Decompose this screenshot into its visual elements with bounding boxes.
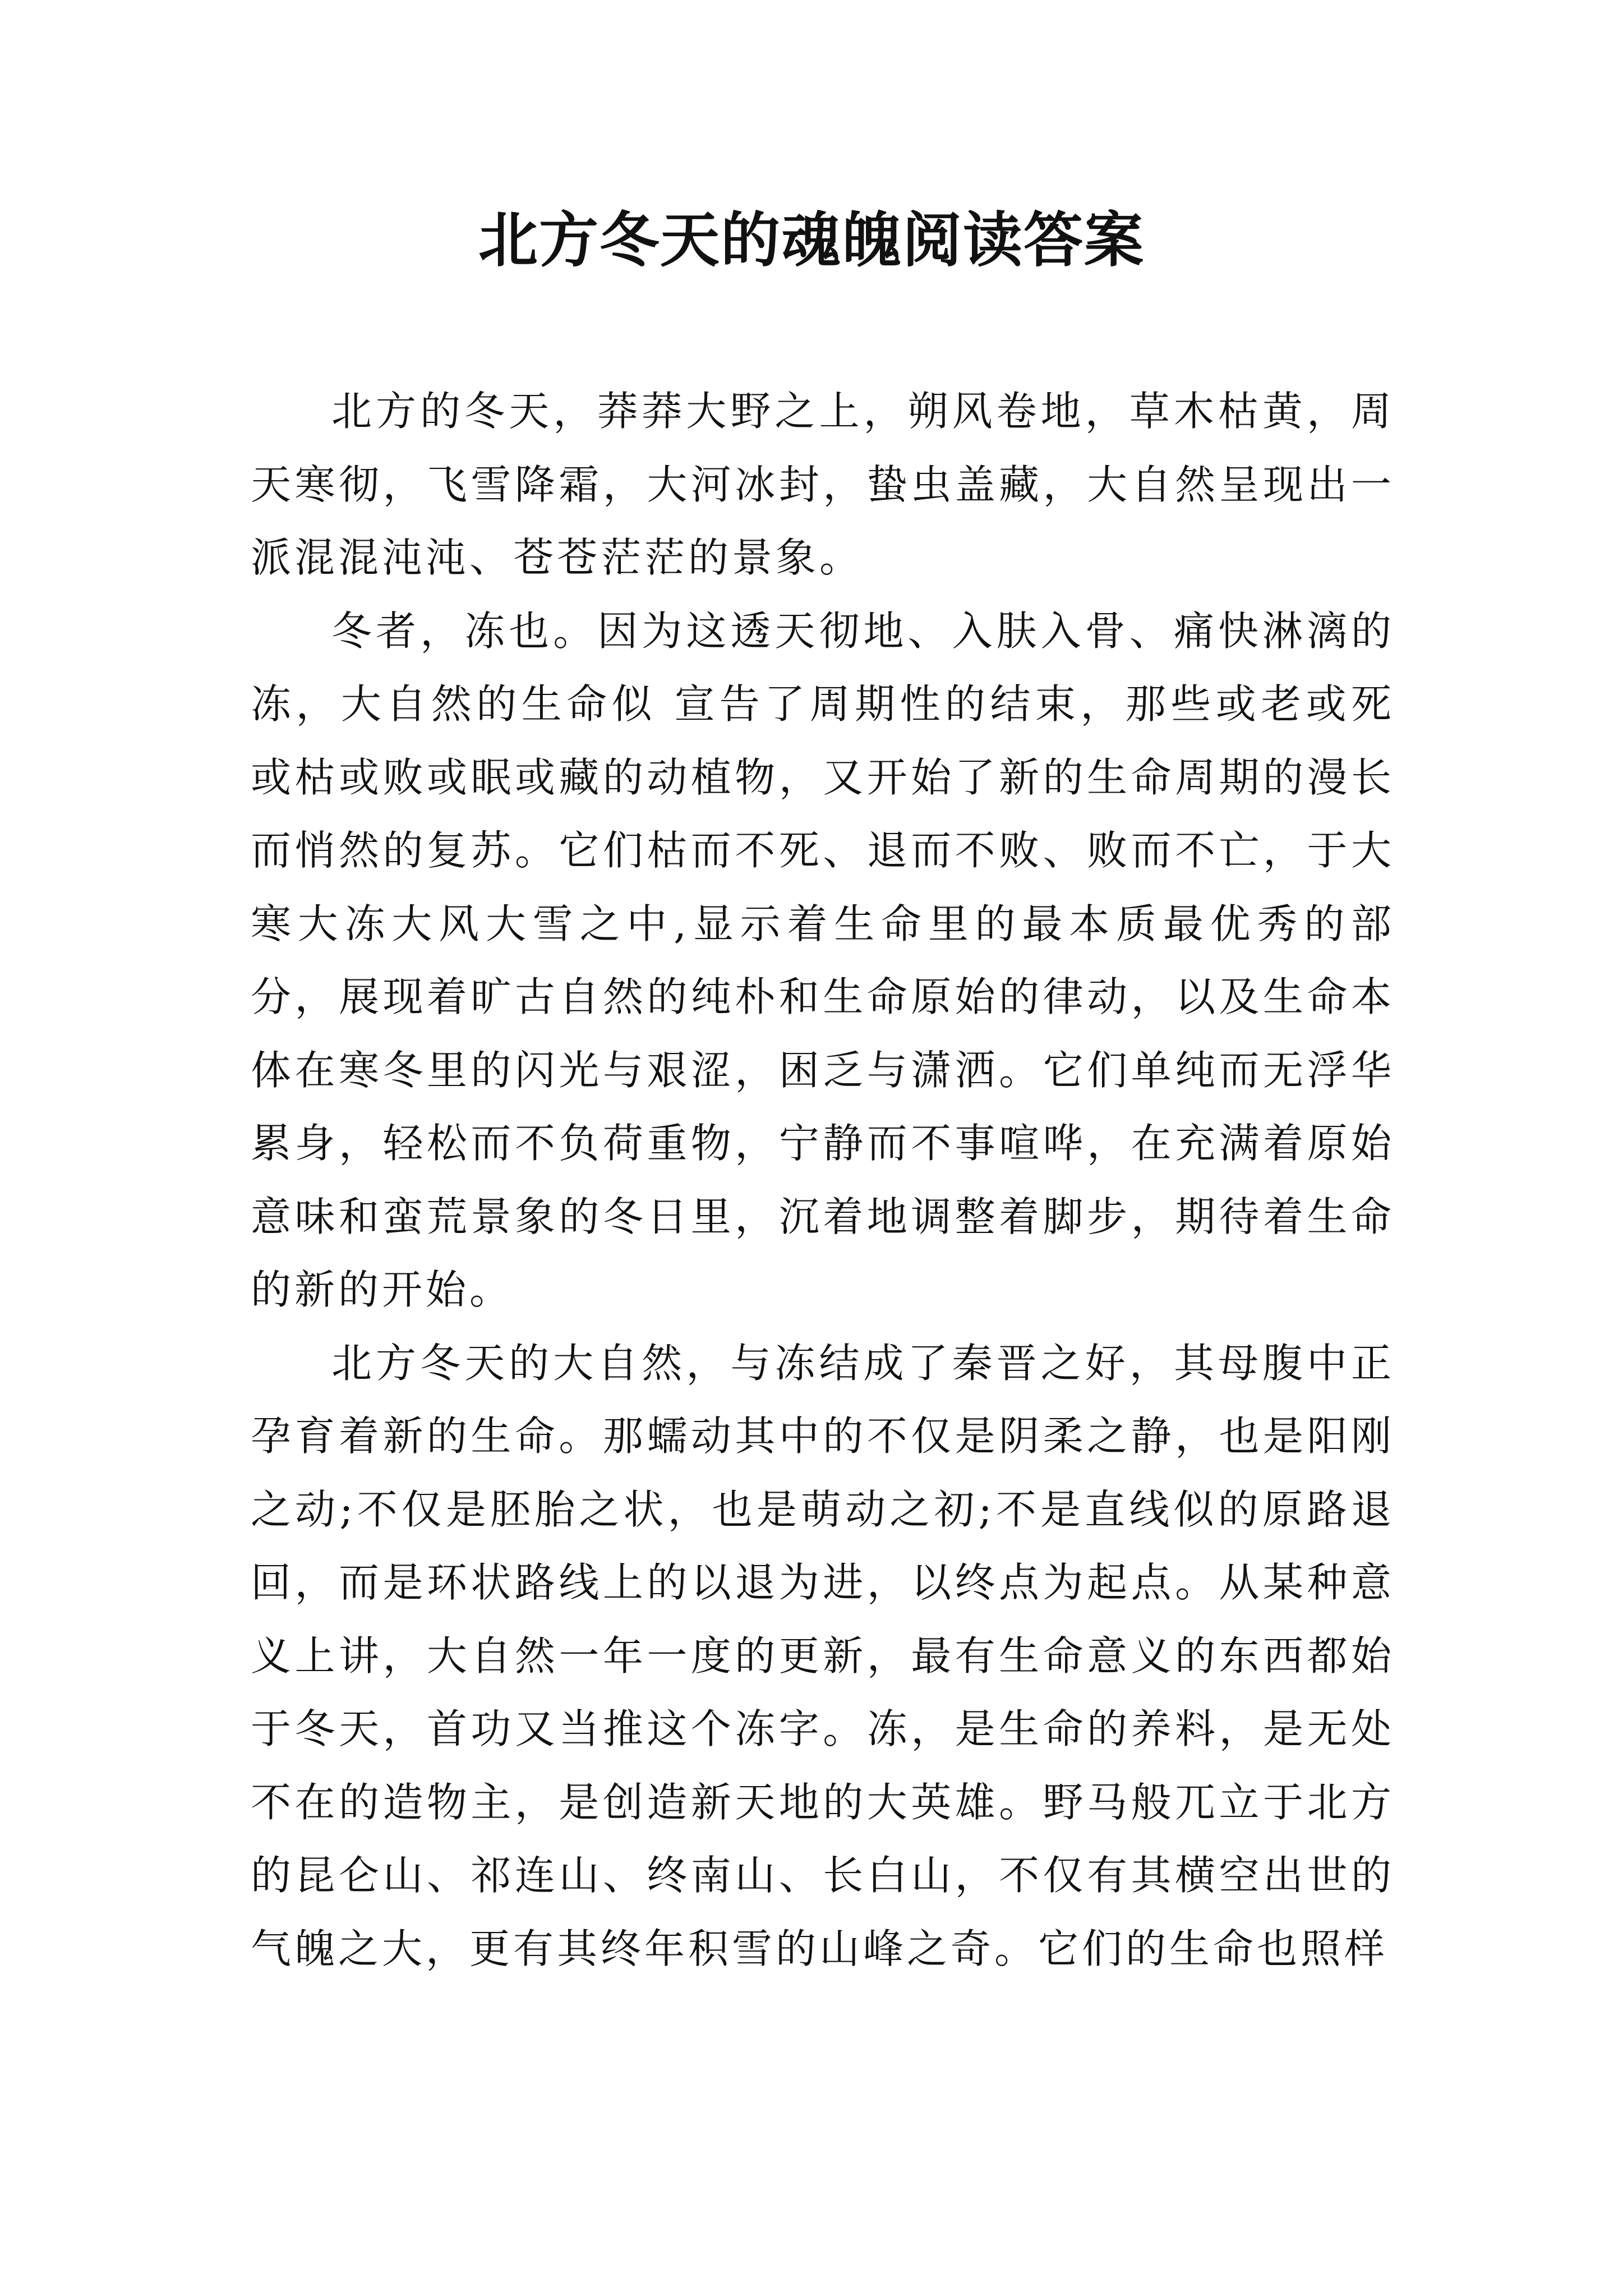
document-body xyxy=(251,375,1395,1985)
paragraph: 北方的冬天，莽莽大野之上，朔风卷地，草木枯黄，周天寒彻，飞雪降霜，大河冰封，蛰虫盖藏，大自然呈现出一派混混沌沌、苍苍茫茫的景象。 xyxy=(251,388,1395,581)
document-title: 北方冬天的魂魄阅读答案 xyxy=(478,205,1145,275)
paragraph: 冬者，冻也。因为这透天彻地、入肤入骨、痛快淋漓的冻，大自然的生命似 宣告了周期性的结束，那些或老或死或枯或败或眠或藏的动植物，又开始了新的生命周期的漫长而悄然的复苏。它们枯而不死、退而不败、败而不亡，于大寒大冻大风大雪之中,显示着生命里的最本质最优秀的部分，展现着旷古自然的纯朴和生命原始的律动，以及生命本体在寒冬里的闪光与艰涩，困乏与潇洒。它们单纯而无浮华累身，轻松而不负荷重物，宁静而不事喧哗，在充满着原始意味和蛮荒景象的冬日里，沉着地调整着脚步，期待着生命的新的开始。 xyxy=(251,607,1395,1313)
paragraph: 北方冬天的大自然，与冻结成了秦晋之好，其母腹中正孕育着新的生命。那蠕动其中的不仅是阴柔之静，也是阳刚之动;不仅是胚胎之状，也是萌动之初;不是直线似的原路退回，而是环状路线上的以退为进，以终点为起点。从某种意义上讲，大自然一年一度的更新，最有生命意义的东西都始于冬天，首功又当推这个冻字。冻，是生命的养料，是无处不在的造物主，是创造新天地的大英雄。野马般兀立于北方的昆仑山、祁连山、终南山、长白山，不仅有其横空出世的气魄之大，更有其终年积雪的山峰之奇。它们的生命也照样 xyxy=(251,1339,1395,1972)
